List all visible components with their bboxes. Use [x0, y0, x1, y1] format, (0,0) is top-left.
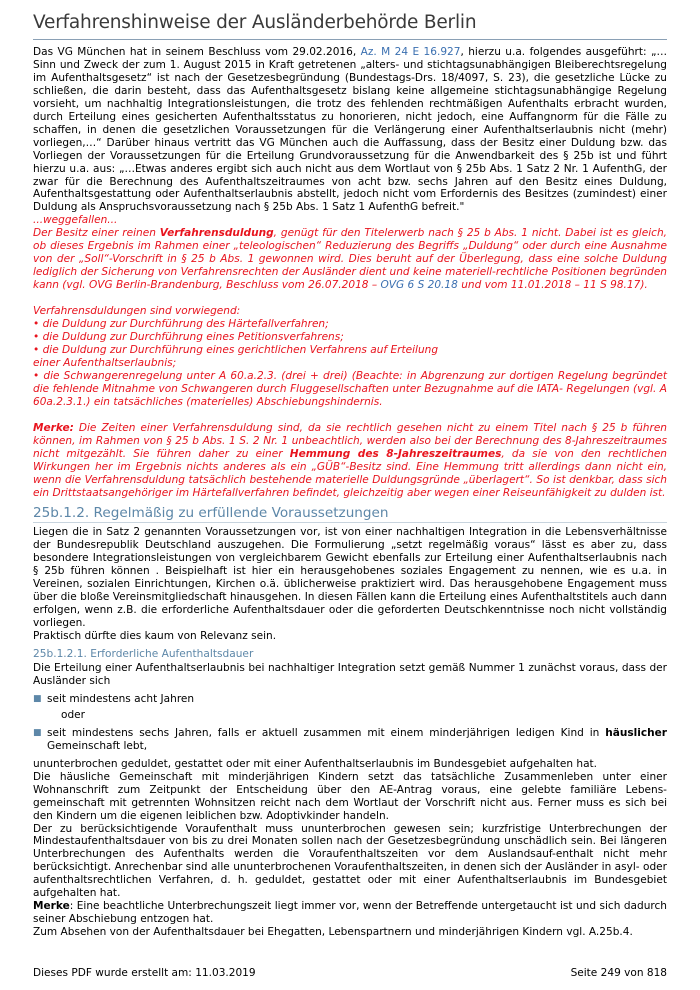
merke-black-text: : Eine beachtliche Unterbrechungszeit liegt immer vor, wenn der Betreffende untergetaucht ist und sich dadurch seiner Abschiebung entzogen hat.	[33, 900, 667, 926]
red-bold-term: Verfahrensduldung	[159, 227, 274, 240]
merke-text-b: , da sie von den rechtlichen Wirkungen her im Ergebnis nichts anderes als ein „GÜB“-Besitz sind. Eine Hemmung tritt allerdings dann nicht ein, wenn die Verfahrensduldung tatsächlich bestehende materielle Duldungsgründe „überlagert“. So ist denkbar, dass sich ein Drittstaatsangehöriger im Härtefallverfahren befindet, gleichzeitig aber wegen einer Reiseunfähigkeit zu dulden ist.	[33, 447, 667, 499]
section-paragraph: ununterbrochen geduldet, gestattet oder mit einer Aufenthaltserlaubnis im Bundesgebiet aufgehalten hat.	[33, 757, 598, 770]
page-footer	[33, 967, 667, 979]
bullet-text: seit mindestens acht Jahren	[47, 692, 195, 705]
bullet-item	[33, 693, 667, 706]
list-item: • die Duldung zur Durchführung des Härtefallverfahren;	[33, 318, 329, 331]
verfahrensduldung-paragraph	[33, 227, 667, 292]
document-page	[33, 0, 667, 939]
merke-paragraph	[33, 422, 667, 500]
section-paragraph: Praktisch dürfte dies kaum von Relevanz sein.	[33, 630, 277, 643]
or-connector: oder	[61, 708, 85, 721]
section-heading: 25b.1.2. Regelmäßig zu erfüllende Voraussetzungen	[33, 505, 667, 523]
section-paragraph: Der zu berücksichtigende Voraufenthalt muss ununterbrochen gewesen sein; kurzfristige Unterbrechungen der Mindestaufenthaltsdauer von bis zu drei Monaten sollen nach der Gesetzesbegründung unschädlich sein. Bei längeren Unterbrechungen des Aufenthalts werden die Voraufenthaltszeiten vor dem Auslandsauf-enthalt nicht mehr berücksichtigt. Anrechenbar sind alle ununterbrochenen Voraufenthaltszeiten, in denen sich der Ausländer in asyl- oder aufenthaltsrechtlichen Verfahren, d. h. geduldet, gestattet oder mit einer Aufenthaltserlaubnis im Bundesgebiet aufgehalten hat.	[33, 822, 667, 900]
bullet-text-end: Gemeinschaft lebt,	[47, 739, 148, 752]
intro-paragraph	[33, 46, 667, 214]
list-item: • die Duldung zur Durchführung eines Petitionsverfahrens;	[33, 331, 344, 344]
bullet-square-icon: ■	[33, 693, 42, 704]
page-number: Seite 249 von 818	[570, 967, 667, 979]
merke-text-a: Die Zeiten einer Verfahrensduldung sind, da sie rechtlich gesehen nicht zu einem Titel nach § 25 b führen können, im Rahmen von § 25 b Abs. 1 S. 2 Nr. 1 unbeachtlich, werden also bei der Berechnung des 8-Jahreszeitraumes nicht mitgezählt. Sie führen daher zu einer	[33, 421, 667, 460]
removed-note: ...weggefallen...	[33, 214, 118, 227]
list-item: • die Schwangerenregelung unter A 60.a.2.3. (drei + drei) (Beachte: in Abgrenzung zur dortigen Regelung begründet die fehlende Mitnahme von Schwangeren durch Fluggesellschaften unter Bezugnahme auf die IATA- Regelungen (vgl. A 60a.2.3.1.) ein tatsächliches (materielles) Abschiebungshindernis.	[33, 369, 667, 408]
section-paragraph: Die häusliche Gemeinschaft mit minderjährigen Kindern setzt das tatsächliche Zusammenleben unter einer Wohnanschrift zum Zeitpunkt der Entscheidung über den AE-Antrag voraus, eine gelebte familiäre Lebens-gemeinschaft mit getrennten Wohnsitzen reicht nach dem Wortlaut der Vorschrift nicht aus. Ferner muss es sich bei den Kindern um die eigenen leiblichen bzw. Adoptivkinder handeln.	[33, 770, 667, 822]
merke-black-paragraph	[33, 900, 667, 926]
merke-label: Merke:	[33, 421, 74, 434]
red-text-c: und vom 11.01.2018 – 11 S 98.17).	[457, 279, 648, 292]
red-text-b: , genügt für den Titelerwerb nach § 25 b Abs. 1 nicht. Dabei ist es gleich, ob dieses Ergebnis im Rahmen einer „teleologischen“ Reduzierung des Begriffs „Duldung“ oder durch eine Ausnahme von der „Soll“-Vorschrift in § 25 b Abs. 1 gewonnen wird. Dies beruht auf der Überlegung, dass eine solche Duldung lediglich der Sicherung von Verfahrensrechten der Ausländer dient und keine materiell-rechtliche Positionen begründen kann (vgl. OVG Berlin-Brandenburg, Beschluss vom 26.07.2018 –	[33, 227, 667, 292]
section-paragraph: Liegen die in Satz 2 genannten Voraussetzungen vor, ist von einer nachhaltigen Integration in die Lebensverhältnisse der Bundesrepublik Deutschland auszugehen. Die Formulierung „setzt regelmäßig voraus“ lässt es aber zu, dass besondere Integrationsleistungen von vergleichbarem Gewicht ebenfalls zur Erteilung einer Aufenthaltserlaubnis nach § 25b führen können . Beispielhaft ist hier ein herausgehobenes soziales Engagement zu nennen, wie es u.a. in Vereinen, sozialen Einrichtungen, Kirchen o.ä. üblicherweise praktiziert wird. Das herausgehobene Engagement muss über die bloße Vereinsmitgliedschaft hinausgehen. In diesen Fällen kann die Erteilung eines Aufenthaltstitels auch dann erfolgen, wenn z.B. die erforderliche Aufenthaltsdauer oder die geforderten Deutschkenntnisse noch nicht vollständig vorliegen.	[33, 526, 667, 630]
section-paragraph: Zum Absehen von der Aufenthaltsdauer bei Ehegatten, Lebenspartnern und minderjährigen Kindern vgl. A.25b.4.	[33, 926, 633, 939]
bullet-item	[33, 727, 667, 753]
subsection-intro: Die Erteilung einer Aufenthaltserlaubnis bei nachhaltiger Integration setzt gemäß Nummer 1 zunächst voraus, dass der Ausländer sich	[33, 662, 667, 687]
list-item: einer Aufenthaltserlaubnis;	[33, 356, 177, 369]
red-text-a: Der Besitz einer reinen	[33, 227, 160, 240]
bullet-square-icon: ■	[33, 727, 42, 738]
court-reference-link[interactable]: Az. M 24 E 16.927	[360, 46, 461, 58]
subsection-heading: 25b.1.2.1. Erforderliche Aufenthaltsdauer	[33, 648, 254, 661]
bullet-text: seit mindestens sechs Jahren, falls er aktuell zusammen mit einem minderjährigen ledigen Kind in	[47, 726, 606, 739]
merke-black-label: Merke	[33, 900, 70, 913]
list-intro: Verfahrensduldungen sind vorwiegend:	[33, 305, 241, 318]
list-item: • die Duldung zur Durchführung eines gerichtlichen Verfahrens auf Erteilung	[33, 343, 439, 356]
merke-bold: Hemmung des 8-Jahreszeitraumes	[289, 447, 502, 460]
ovg-reference-link[interactable]: OVG 6 S 20.18	[380, 279, 458, 292]
pdf-created-date: Dieses PDF wurde erstellt am: 11.03.2019	[33, 967, 256, 979]
intro-text-1: Das VG München hat in seinem Beschluss vom 29.02.2016,	[33, 46, 361, 58]
intro-text-2: , hierzu u.a. folgendes ausgeführt: „…Sinn und Zweck der zum 1. August 2015 in Kraft getretenen „alters- und stichtagsunabhängigen Bleiberechtsregelung im Aufenthaltsgesetz“ ist nach der Gesetzesbegründung (Bundestags-Drs. 18/4097, S. 23), die gesetzliche Lücke zu schließen, die darin besteht, dass das Aufenthaltsgesetz bislang keine allgemeine stichtagsunabhängige Regelung vorsieht, um nachhaltig Integrationsleistungen, die trotz des fehlenden rechtmäßigen Aufenthalts erbracht wurden, durch Erteilung eines gesicherten Aufenthaltsstatus zu honorieren, nicht jedoch, eine Auffangnorm für die Fälle zu schaffen, in denen die gesetzlichen Voraussetzungen für die Verlängerung einer Aufenthaltserlaubnis nicht (mehr) vorliegen,…“ Darüber hinaus vertritt das VG München auch die Auffassung, dass der Besitz einer Duldung bzw. das Vorliegen der Voraussetzungen für die Erteilung Grundvoraussetzung für die Anwendbarkeit des § 25b ist und führt hierzu u.a. aus: „…Etwas anderes ergibt sich auch nicht aus dem Wortlaut von § 25b Abs. 1 Satz 2 Nr. 1 AufenthG, der zwar für die Berechnung des Aufenthaltszeitraumes von acht bzw. sechs Jahren auf den Besitz eines Duldung, Aufenthaltsgestattung oder Aufenthaltserlaubnis abstellt, jedoch nicht vom Erfordernis des Besitzes (zumindest) einer Duldung als Anspruchsvoraussetzung nach § 25b Abs. 1 Satz 1 AufenthG befreit."	[33, 46, 667, 214]
page-title: Verfahrenshinweise der Ausländerbehörde Berlin	[33, 12, 667, 40]
bullet-bold: häuslicher	[605, 726, 667, 739]
